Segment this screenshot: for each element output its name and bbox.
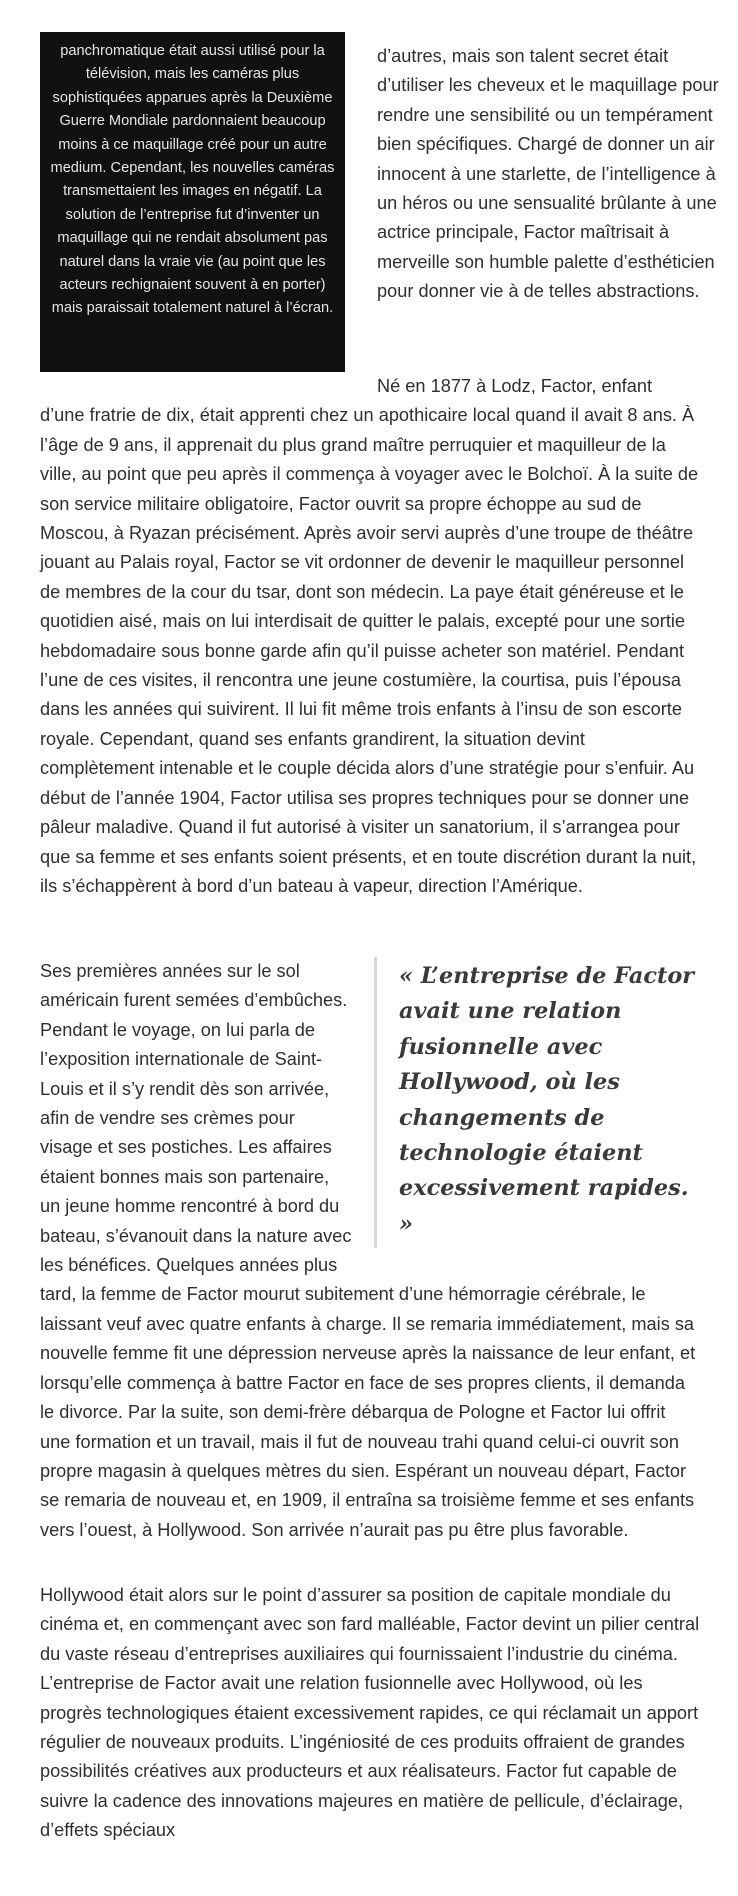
image-caption-box <box>40 32 345 372</box>
image-caption-text: panchromatique était aussi utilisé pour la télévision, mais les caméras plus sophistiquées apparues après la Deuxième Guerre Mondiale pardonnaient beaucoup moins à ce maquillage créé pour un autre medium. Cependant, les nouvelles caméras transmettaient les images en négatif. La solution de l’entreprise fut d’inventer un maquillage qui ne rendait absolument pas naturel dans la vraie vie (au point que les acteurs rechignaient souvent à en porter) mais paraissait totalement naturel à l’écran. <box>50 43 335 317</box>
paragraph-1: d’autres, mais son talent secret était d’utiliser les cheveux et le maquillage pour rendre une sensibilité ou un tempérament bien spécifiques. Chargé de donner un air innocent à une starlette, de l’intelligence à un héros ou une sensualité brûlante à une actrice principale, Factor maîtrisait à merveille son humble palette d’esthéticien pour donner vie à de telles abstractions. <box>377 46 719 302</box>
pull-quote: « L’entreprise de Factor avait une relation fusionnelle avec Hollywood, où les changements de technologie étaient excessivement rapides. » <box>374 957 700 1248</box>
paragraph-3: Ses premières années sur le sol américain furent semées d’embûches. Pendant le voyage, on lui parla de l’exposition internationale de Saint-Louis et il s’y rendit dès son arrivée, afin de vendre ses crèmes pour visage et ses postiches. Les affaires étaient bonnes mais son partenaire, un jeune homme rencontré à bord du bateau, s’évanouit dans la nature avec les bénéfices. Quelques années plus tard, la femme de Factor mourut subitement d’une hémorragie cérébrale, le laissant veuf avec quatre enfants à charge. Il se remaria immédiatement, mais sa nouvelle femme fit une dépression nerveuse après la naissance de leur enfant, et lorsqu’elle commença à battre Factor en face de ses propres clients, il demanda le divorce. Par la suite, son demi-frère débarqua de Pologne et Factor lui offrit une formation et un travail, mais il fut de nouveau trahi quand celui-ci ouvrit son propre magasin à quelques mètres du sien. Espérant un nouveau départ, Factor se remaria de nouveau et, en 1909, il entraîna sa troisième femme et ses enfants vers l’ouest, à Hollywood. Son arrivée n’aurait pas pu être plus favorable. <box>40 961 696 1540</box>
paragraph-4: Hollywood était alors sur le point d’assurer sa position de capitale mondiale du cinéma et, en commençant avec son fard malléable, Factor devint un pilier central du vaste réseau d’entreprises auxiliaires qui fournissaient l’industrie du cinéma. L’entreprise de Factor avait une relation fusionnelle avec Hollywood, où les progrès technologiques étaient excessivement rapides, ce qui réclamait un apport régulier de nouveaux produits. L’ingéniosité de ces produits offraient de grandes possibilités créatives aux producteurs et aux réalisateurs. Factor fut capable de suivre la cadence des innovations majeures en matière de pellicule, d’éclairage, d’effets spéciaux <box>40 1585 700 1841</box>
paragraph-2: Né en 1877 à Lodz, Factor, enfant d’une fratrie de dix, était apprenti chez un apothicaire local quand il avait 8 ans. À l’âge de 9 ans, il apprenait du plus grand maître perruquier et maquilleur de la ville, au point que peu après il commença à voyager avec le Bolchoï. À la suite de son service militaire obligatoire, Factor ouvrit sa propre échoppe au sud de Moscou, à Ryazan précisément. Après avoir servi auprès d’une troupe de théâtre jouant au Palais royal, Factor se vit ordonner de devenir le maquilleur personnel de membres de la cour du tsar, dont son médecin. La paye était généreuse et le quotidien aisé, mais on lui interdisait de quitter le palais, excepté pour une sortie hebdomadaire sous bonne garde afin qu’il puisse acheter son matériel. Pendant l’une de ces visites, il rencontra une jeune costumière, la courtisa, puis l’épousa dans les années qui suivirent. Il lui fit même trois enfants à l’insu de son escorte royale. Cependant, quand ses enfants grandirent, la situation devint complètement intenable et le couple décida alors d’une stratégie pour s’enfuir. Au début de l’année 1904, Factor utilisa ses propres techniques pour se donner une pâleur maladive. Quand il fut autorisé à visiter un sanatorium, il s’arrangea pour que sa femme et ses enfants soient présents, et en toute discrétion durant la nuit, ils s’échappèrent à bord d’un bateau à vapeur, direction l’Amérique. <box>40 376 699 896</box>
section-with-pullquote <box>40 957 700 1545</box>
